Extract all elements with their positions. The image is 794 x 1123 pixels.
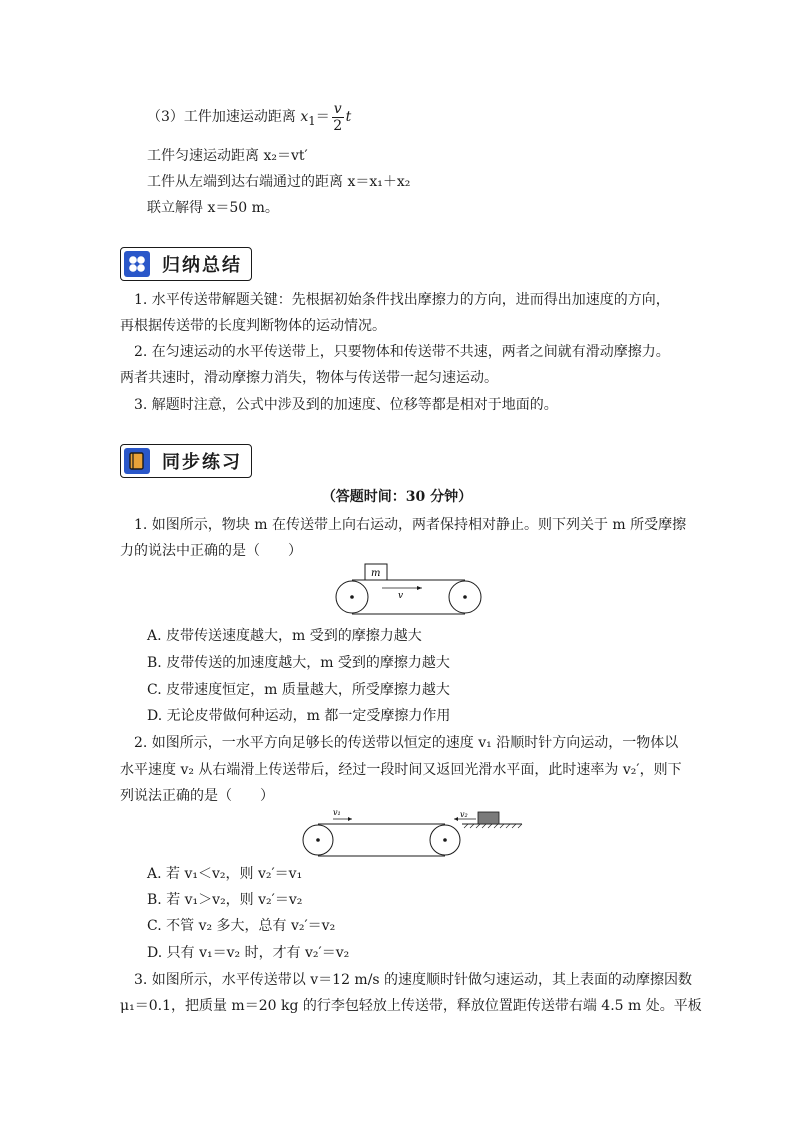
q1-conveyor-figure [334, 562, 484, 616]
practice-section-header [120, 444, 252, 478]
label-v: v [398, 591, 404, 601]
q1-stem-line2: 力的说法中正确的是（ ） [120, 543, 302, 559]
solution-line-2: 工件匀速运动距离 x₂＝vt′ [147, 148, 308, 164]
ground-hatch [464, 824, 522, 828]
clover-icon [124, 251, 150, 277]
label-m: m [371, 568, 381, 579]
q3-stem-line2: μ₁＝0.1，把质量 m＝20 kg 的行李包轻放上传送带，释放位置距传送带右端 4.5 m 处。平板 [120, 998, 702, 1014]
q2-option-c: C. 不管 v₂ 多大，总有 v₂′＝v₂ [147, 918, 336, 934]
q1-option-a: A. 皮带传送速度越大，m 受到的摩擦力越大 [147, 628, 422, 644]
q2-conveyor-figure [300, 804, 526, 858]
q2-option-a: A. 若 v₁＜v₂，则 v₂′＝v₁ [147, 866, 303, 882]
summary-p2-line2: 两者共速时，滑动摩擦力消失，物体与传送带一起匀速运动。 [120, 370, 498, 386]
solution-line-1: （3）工件加速运动距离 $x_1=$ $\frac{v}{2}$ t [147, 100, 352, 134]
solution-line-3: 工件从左端到达右端通过的距离 x＝x₁＋x₂ [147, 174, 411, 190]
q1-option-d: D. 无论皮带做何种运动，m 都一定受摩擦力作用 [147, 708, 451, 724]
label-v1: v₁ [333, 808, 341, 817]
summary-section-header [120, 247, 252, 281]
q1-option-b: B. 皮带传送的加速度越大，m 受到的摩擦力越大 [147, 655, 450, 671]
q2-option-b: B. 若 v₁＞v₂，则 v₂′＝v₂ [147, 892, 303, 908]
answer-time: （答题时间：30 分钟） [321, 489, 473, 505]
solution-line-4: 联立解得 x＝50 m。 [147, 200, 279, 216]
summary-p1-line2: 再根据传送带的长度判断物体的运动情况。 [120, 318, 386, 334]
q3-stem-line1: 3. 如图所示，水平传送带以 v＝12 m/s 的速度顺时针做匀速运动，其上表面的动摩擦因数 [134, 972, 693, 988]
summary-p2-line1: 2. 在匀速运动的水平传送带上，只要物体和传送带不共速，两者之间就有滑动摩擦力。 [134, 344, 670, 360]
q1-stem-line1: 1. 如图所示，物块 m 在传送带上向右运动，两者保持相对静止。则下列关于 m 所受摩擦 [134, 517, 687, 533]
label-v2: v₂ [460, 810, 468, 819]
summary-p3: 3. 解题时注意，公式中涉及到的加速度、位移等都是相对于地面的。 [134, 397, 558, 413]
book-icon [124, 448, 150, 474]
q2-stem-line2: 水平速度 v₂ 从右端滑上传送带后，经过一段时间又返回光滑水平面，此时速率为 v₂′，则下 [120, 762, 682, 778]
summary-title: 归纳总结 [162, 255, 242, 276]
summary-p1-line1: 1. 水平传送带解题关键：先根据初始条件找出摩擦力的方向，进而得出加速度的方向， [134, 292, 670, 308]
q2-option-d: D. 只有 v₁＝v₂ 时，才有 v₂′＝v₂ [147, 945, 350, 961]
fraction-v-over-2: $\frac{v}{2}$ [333, 100, 343, 134]
block [478, 812, 499, 824]
q2-stem-line3: 列说法正确的是（ ） [120, 788, 274, 804]
q1-option-c: C. 皮带速度恒定，m 质量越大，所受摩擦力越大 [147, 682, 450, 698]
practice-title: 同步练习 [162, 452, 242, 473]
q2-stem-line1: 2. 如图所示，一水平方向足够长的传送带以恒定的速度 v₁ 沿顺时针方向运动，一物体以 [134, 735, 679, 751]
